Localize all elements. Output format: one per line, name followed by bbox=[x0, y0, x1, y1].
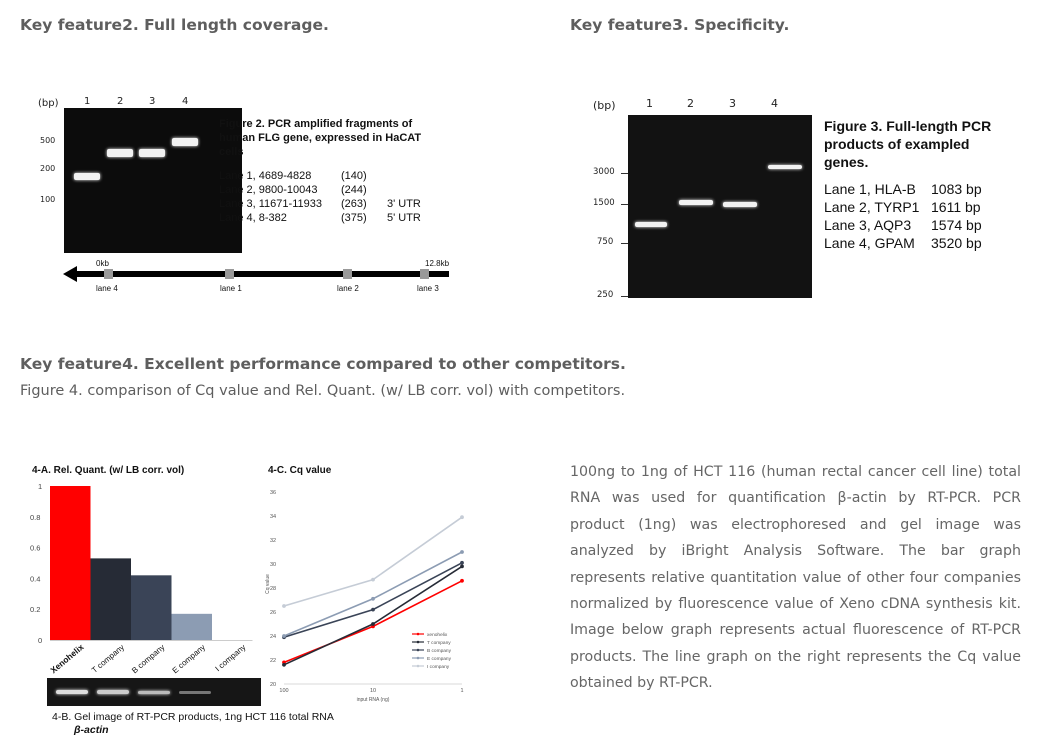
map-label: lane 1 bbox=[220, 284, 242, 293]
legend-marker bbox=[417, 633, 420, 636]
line-chart-y-tick: 28 bbox=[270, 586, 277, 592]
fig3-title-line: genes. bbox=[824, 154, 869, 170]
fig2-title-line: cells bbox=[219, 146, 244, 158]
line-chart-title: 4-C. Cq value bbox=[268, 465, 332, 476]
line-point bbox=[460, 565, 464, 569]
line-point bbox=[282, 663, 286, 667]
line-chart-y-tick: 26 bbox=[270, 610, 277, 616]
line-chart-y-label: Cq value bbox=[265, 574, 271, 594]
line-chart-y-tick: 36 bbox=[270, 490, 277, 496]
bar-chart-y-tick: 0.6 bbox=[30, 543, 41, 553]
legend-label: E company bbox=[427, 657, 451, 662]
heading-key-feature-3: Key feature3. Specificity. bbox=[570, 16, 790, 34]
figure-2 bbox=[30, 92, 510, 302]
fig3-lane-number: 3 bbox=[729, 97, 736, 110]
line-chart-x-tick: 1 bbox=[460, 688, 464, 694]
line-chart-y-tick: 34 bbox=[270, 514, 277, 520]
line-point bbox=[460, 561, 464, 565]
line-chart-x-tick: 10 bbox=[369, 688, 377, 694]
rel-quant-bar-chart bbox=[28, 458, 263, 680]
legend-label: T company bbox=[427, 641, 451, 646]
fig2-bp-label: (bp) bbox=[38, 98, 59, 109]
gel-band bbox=[107, 149, 133, 157]
gel-band bbox=[723, 202, 757, 207]
figure-3 bbox=[585, 95, 1030, 310]
fig3-lane-row: Lane 1, HLA-B 1083 bp bbox=[824, 181, 982, 197]
gene-map-arrow bbox=[63, 264, 453, 284]
fig4b-gene-label: β-actin bbox=[74, 724, 109, 736]
bar-chart-y-tick: 1 bbox=[38, 482, 43, 491]
legend-marker bbox=[417, 665, 420, 668]
bar-chart-y-tick: 0 bbox=[38, 636, 43, 645]
line-point bbox=[282, 634, 286, 638]
bar-t-company bbox=[91, 558, 132, 640]
legend-label: xenohelix bbox=[427, 633, 448, 638]
fig3-ladder-label: 3000 bbox=[593, 167, 615, 177]
gel-band bbox=[768, 165, 802, 169]
gel-band bbox=[138, 691, 170, 694]
fig3-lane-row: Lane 3, AQP3 1574 bp bbox=[824, 217, 982, 233]
fig3-ladder-label: 1500 bbox=[593, 198, 615, 208]
heading-key-feature-2: Key feature2. Full length coverage. bbox=[20, 16, 329, 34]
fig2-gel-image bbox=[64, 108, 242, 253]
line-chart-y-tick: 24 bbox=[270, 634, 277, 640]
fig2-lane-number: 2 bbox=[117, 96, 124, 107]
gel-band bbox=[139, 149, 165, 157]
legend-marker bbox=[417, 649, 420, 652]
fig2-lane-row: Lane 1, 4689-4828 (140) bbox=[219, 170, 367, 182]
fig3-title-line: products of exampled bbox=[824, 136, 970, 152]
bar-chart-y-tick: 0.8 bbox=[30, 512, 41, 522]
line-chart-y-tick: 30 bbox=[270, 562, 277, 568]
fig3-caption bbox=[824, 117, 1029, 252]
bar-chart-category-label: B company bbox=[130, 642, 167, 676]
fig3-ladder-label: 250 bbox=[597, 290, 614, 300]
gel-band bbox=[74, 173, 100, 180]
fig2-lane-number: 3 bbox=[149, 96, 156, 107]
figure-4-caption: Figure 4. comparison of Cq value and Rel. Quant. (w/ LB corr. vol) with competitors. bbox=[20, 383, 626, 399]
gel-band bbox=[179, 691, 211, 694]
fig3-gel-image bbox=[628, 115, 812, 298]
bar-e-company bbox=[172, 614, 213, 640]
fig2-lane-row: Lane 4, 8-382 (375) 5' UTR bbox=[219, 212, 421, 224]
line-point bbox=[371, 608, 375, 612]
fig2-ladder-label: 500 bbox=[40, 136, 56, 145]
fig3-ladder-label: 750 bbox=[597, 237, 614, 247]
bar-b-company bbox=[131, 575, 172, 640]
legend-label: B company bbox=[427, 649, 451, 654]
figure-4-description: 100ng to 1ng of HCT 116 (human rectal cancer cell line) total RNA was used for quantification β-actin by RT-PCR. PCR product (1ng) was electrophoresed and gel image was analyzed by iBright Analysis Software. The bar graph represents relative quantitation value of other four companies normalized by fluorescence value of Xeno cDNA synthesis kit. Image below graph represents actual fluorescence of RT-PCR products. The line graph on the right represents the Cq value obtained by RT-PCR. bbox=[570, 464, 1021, 692]
legend-marker bbox=[417, 641, 420, 644]
fig3-lane-row: Lane 4, GPAM 3520 bp bbox=[824, 235, 982, 251]
fig2-lane-row: Lane 2, 9800-10043 (244) bbox=[219, 184, 367, 196]
fig2-title-line: human FLG gene, expressed in HaCAT bbox=[219, 132, 422, 144]
fig2-ladder-label: 100 bbox=[40, 195, 56, 204]
fig3-title-line: Figure 3. Full-length PCR bbox=[824, 118, 992, 134]
fig2-lane-number: 4 bbox=[182, 96, 189, 107]
bar-chart-category-label: E company bbox=[170, 642, 208, 676]
heading-key-feature-4: Key feature4. Excellent performance compared to other competitors. bbox=[20, 355, 626, 373]
line-point bbox=[460, 579, 464, 583]
bar-chart-category-label: Xenohelix bbox=[48, 641, 86, 676]
line-point bbox=[460, 515, 464, 519]
line-point bbox=[371, 578, 375, 582]
fig3-lane-number: 2 bbox=[687, 97, 694, 110]
map-start-label: 0kb bbox=[96, 259, 109, 268]
bar-chart-title: 4-A. Rel. Quant. (w/ LB corr. vol) bbox=[32, 465, 185, 476]
map-end-label: 12.8kb bbox=[425, 259, 450, 268]
gel-band bbox=[172, 138, 198, 146]
fig2-title-line: Figure 2. PCR amplified fragments of bbox=[219, 118, 413, 130]
bar-chart-y-tick: 0.4 bbox=[30, 574, 41, 584]
bar-chart-category-label: T company bbox=[90, 642, 127, 675]
line-chart-y-tick: 32 bbox=[270, 538, 277, 544]
bar-xenohelix bbox=[50, 486, 91, 640]
fig4b-gel-image bbox=[47, 678, 261, 706]
legend-label: I company bbox=[427, 665, 450, 670]
line-point bbox=[282, 604, 286, 608]
fig2-lane-number: 1 bbox=[84, 96, 91, 107]
line-chart-y-tick: 22 bbox=[270, 658, 277, 664]
fig3-lane-row: Lane 2, TYRP1 1611 bp bbox=[824, 199, 981, 215]
line-point bbox=[460, 550, 464, 554]
line-chart-x-label: input RNA (ng) bbox=[356, 697, 390, 703]
gel-band bbox=[56, 690, 88, 694]
cq-value-line-chart bbox=[262, 458, 484, 706]
fig3-lane-number: 4 bbox=[771, 97, 778, 110]
legend-marker bbox=[417, 657, 420, 660]
map-label: lane 3 bbox=[417, 284, 439, 293]
line-chart-y-tick: 20 bbox=[270, 682, 277, 688]
fig3-bp-label: (bp) bbox=[593, 99, 616, 112]
map-label: lane 2 bbox=[337, 284, 359, 293]
fig4b-caption: 4-B. Gel image of RT-PCR products, 1ng HCT 116 total RNA bbox=[52, 711, 334, 723]
bar-chart-y-tick: 0.2 bbox=[30, 605, 41, 615]
line-chart-x-tick: 100 bbox=[279, 688, 289, 694]
line-point bbox=[371, 597, 375, 601]
line-series-i-company bbox=[284, 517, 462, 606]
map-label: lane 4 bbox=[96, 284, 118, 293]
bar-chart-category-label: I company bbox=[213, 642, 248, 674]
gel-band bbox=[679, 200, 713, 205]
fig3-lane-number: 1 bbox=[646, 97, 653, 110]
line-point bbox=[371, 622, 375, 626]
fig2-caption bbox=[219, 117, 509, 225]
fig2-ladder-label: 200 bbox=[40, 164, 56, 173]
gel-band bbox=[97, 690, 129, 694]
fig2-lane-row: Lane 3, 11671-11933 (263) 3' UTR bbox=[219, 198, 421, 210]
gel-band bbox=[635, 222, 667, 227]
